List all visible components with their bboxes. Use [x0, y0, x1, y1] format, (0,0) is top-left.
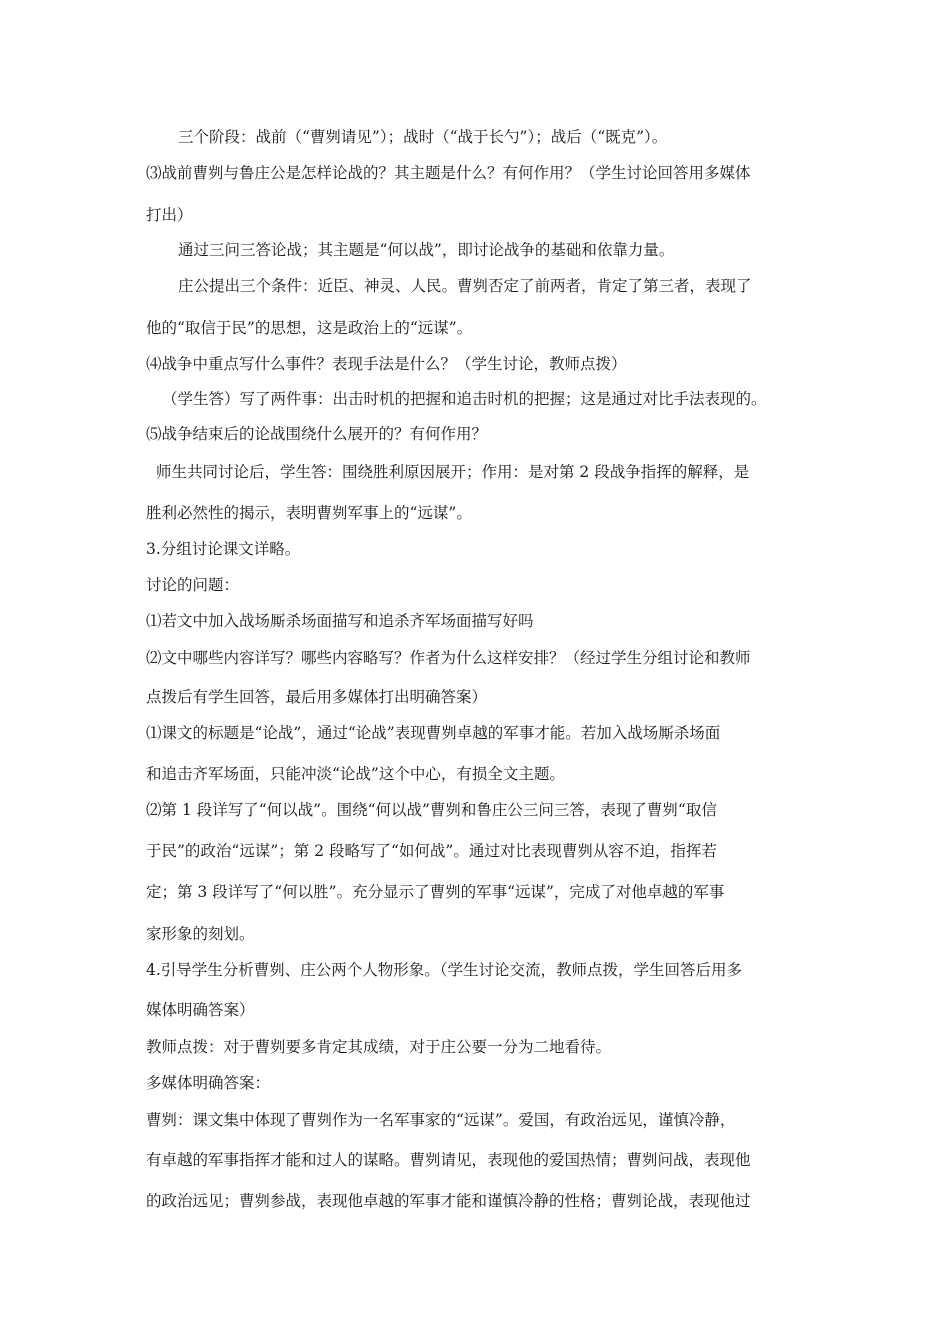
text-line: ⑷战争中重点写什么事件？表现手法是什么？（学生讨论，教师点拨）	[146, 355, 627, 373]
text-line: 曹刿：课文集中体现了曹刿作为一名军事家的“远谋”。爱国，有政治远见，谨慎冷静，	[146, 1111, 736, 1129]
text-line: ⑸战争结束后的论战围绕什么展开的？有何作用？	[146, 425, 488, 443]
text-line: 媒体明确答案）	[146, 1001, 255, 1019]
text-line: 教师点拨：对于曹刿要多肯定其成绩，对于庄公要一分为二地看待。	[146, 1038, 612, 1056]
text-line: 师生共同讨论后，学生答：围绕胜利原因展开；作用：是对第 2 段战争指挥的解释，是	[156, 463, 750, 481]
text-line: 和追击齐军场面，只能冲淡“论战”这个中心，有损全文主题。	[146, 765, 565, 783]
text-line: 点拨后有学生回答，最后用多媒体打出明确答案）	[146, 688, 488, 706]
text-line: 胜利必然性的揭示，表明曹刿军事上的“远谋”。	[146, 504, 472, 522]
text-line: ⑵文中哪些内容详写？哪些内容略写？作者为什么这样安排？（经过学生分组讨论和教师	[146, 649, 751, 667]
text-line: 通过三问三答论战；其主题是“何以战”，即讨论战争的基础和依靠力量。	[178, 241, 675, 259]
text-line: 打出）	[146, 206, 193, 224]
text-line: 家形象的刻划。	[146, 925, 255, 943]
text-line: ⑴课文的标题是“论战”，通过“论战”表现曹刿卓越的军事才能。若加入战场厮杀场面	[146, 724, 721, 742]
text-line: 他的“取信于民”的思想，这是政治上的“远谋”。	[146, 319, 473, 337]
text-line: 有卓越的军事指挥才能和过人的谋略。曹刿请见，表现他的爱国热情；曹刿问战，表现他	[146, 1151, 751, 1169]
text-line: 多媒体明确答案：	[146, 1074, 271, 1092]
text-line: 讨论的问题：	[146, 576, 240, 594]
text-line: 4.引导学生分析曹刿、庄公两个人物形象。（学生讨论交流，教师点拨，学生回答后用多	[146, 961, 743, 979]
text-line: ⑵第 1 段详写了“何以战”。围绕“何以战”曹刿和鲁庄公三问三答，表现了曹刿“取信	[146, 801, 717, 819]
text-line: （学生答）写了两件事：出击时机的把握和追击时机的把握；这是通过对比手法表现的。	[162, 390, 767, 408]
text-line: ⑶战前曹刿与鲁庄公是怎样论战的？其主题是什么？有何作用？（学生讨论回答用多媒体	[146, 164, 751, 182]
text-line: 庄公提出三个条件：近臣、神灵、人民。曹刿否定了前两者，肯定了第三者，表现了	[178, 277, 752, 295]
text-line: ⑴若文中加入战场厮杀场面描写和追杀齐军场面描写好吗	[146, 612, 534, 630]
text-line: 三个阶段：战前（“曹刿请见”）；战时（“战于长勺”）；战后（“既克”）。	[178, 128, 668, 146]
text-line: 3.分组讨论课文详略。	[146, 540, 301, 558]
text-line: 于民”的政治“远谋”；第 2 段略写了“如何战”。通过对比表现曹刿从容不迫，指挥若	[146, 842, 717, 860]
text-line: 的政治远见；曹刿参战，表现他卓越的军事才能和谨慎冷静的性格；曹刿论战，表现他过	[146, 1192, 751, 1210]
text-line: 定；第 3 段详写了“何以胜”。充分显示了曹刿的军事“远谋”，完成了对他卓越的军事	[146, 883, 725, 901]
